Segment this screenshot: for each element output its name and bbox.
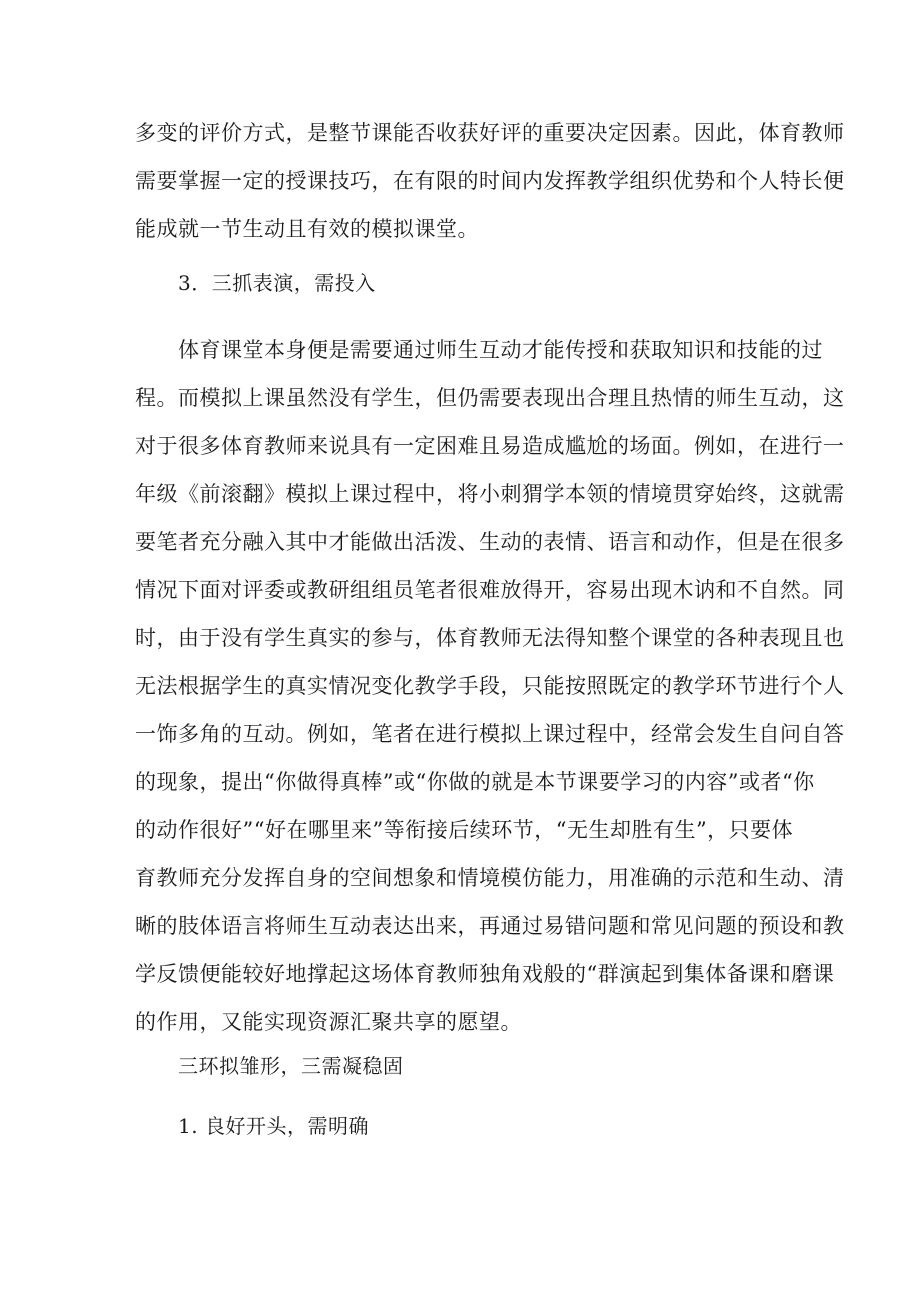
intro-line-1: 多变的评价方式，是整节课能否收获好评的重要决定因素。因此，体育教师 [135, 121, 845, 145]
main-line-2: 程。而模拟上课虽然没有学生，但仍需要表现出合理且热情的师生互动，这 [135, 386, 845, 410]
main-line-3: 对于很多体育教师来说具有一定困难且易造成尴尬的场面。例如，在进行一 [135, 434, 845, 458]
main-line-11: 的动作很好”“好在哪里来”等衔接后续环节，“无生却胜有生”，只要体 [135, 818, 794, 842]
main-line-14: 学反馈便能较好地撑起这场体育教师独角戏般的“群演起到集体备课和磨课 [135, 962, 835, 986]
main-line-12: 育教师充分发挥自身的空间想象和情境模仿能力，用准确的示范和生动、清 [135, 866, 845, 890]
main-line-1: 体育课堂本身便是需要通过师生互动才能传授和获取知识和技能的过 [178, 338, 823, 362]
main-line-13: 晰的肢体语言将师生互动表达出来，再通过易错问题和常见问题的预设和教 [135, 914, 845, 938]
main-line-8: 无法根据学生的真实情况变化教学手段，只能按照既定的教学环节进行个人 [135, 674, 845, 698]
main-line-15: 的作用，又能实现资源汇聚共享的愿望。 [135, 1010, 522, 1034]
main-line-7: 时，由于没有学生真实的参与，体育教师无法得知整个课堂的各种表现且也 [135, 626, 845, 650]
heading-1: 1. 良好开头，需明确 [178, 1114, 369, 1138]
main-line-6: 情况下面对评委或教研组组员笔者很难放得开，容易出现木讷和不自然。同 [135, 578, 845, 602]
main-line-4: 年级《前滚翻》模拟上课过程中，将小刺猬学本领的情境贯穿始终，这就需 [135, 482, 845, 506]
intro-line-3: 能成就一节生动且有效的模拟课堂。 [135, 217, 479, 241]
intro-line-2: 需要掌握一定的授课技巧，在有限的时间内发挥教学组织优势和个人特长便 [135, 169, 845, 193]
main-line-10: 的现象，提出“你做得真棒”或“你做的就是本节课要学习的内容”或者“你 [135, 770, 815, 794]
main-line-5: 要笔者充分融入其中才能做出活泼、生动的表情、语言和动作，但是在很多 [135, 530, 845, 554]
main-line-9: 一饰多角的互动。例如，笔者在进行模拟上课过程中，经常会发生自问自答 [135, 722, 845, 746]
section-heading: 三环拟雏形，三需凝稳固 [178, 1054, 404, 1078]
heading-3: 3．三抓表演，需投入 [178, 271, 376, 295]
